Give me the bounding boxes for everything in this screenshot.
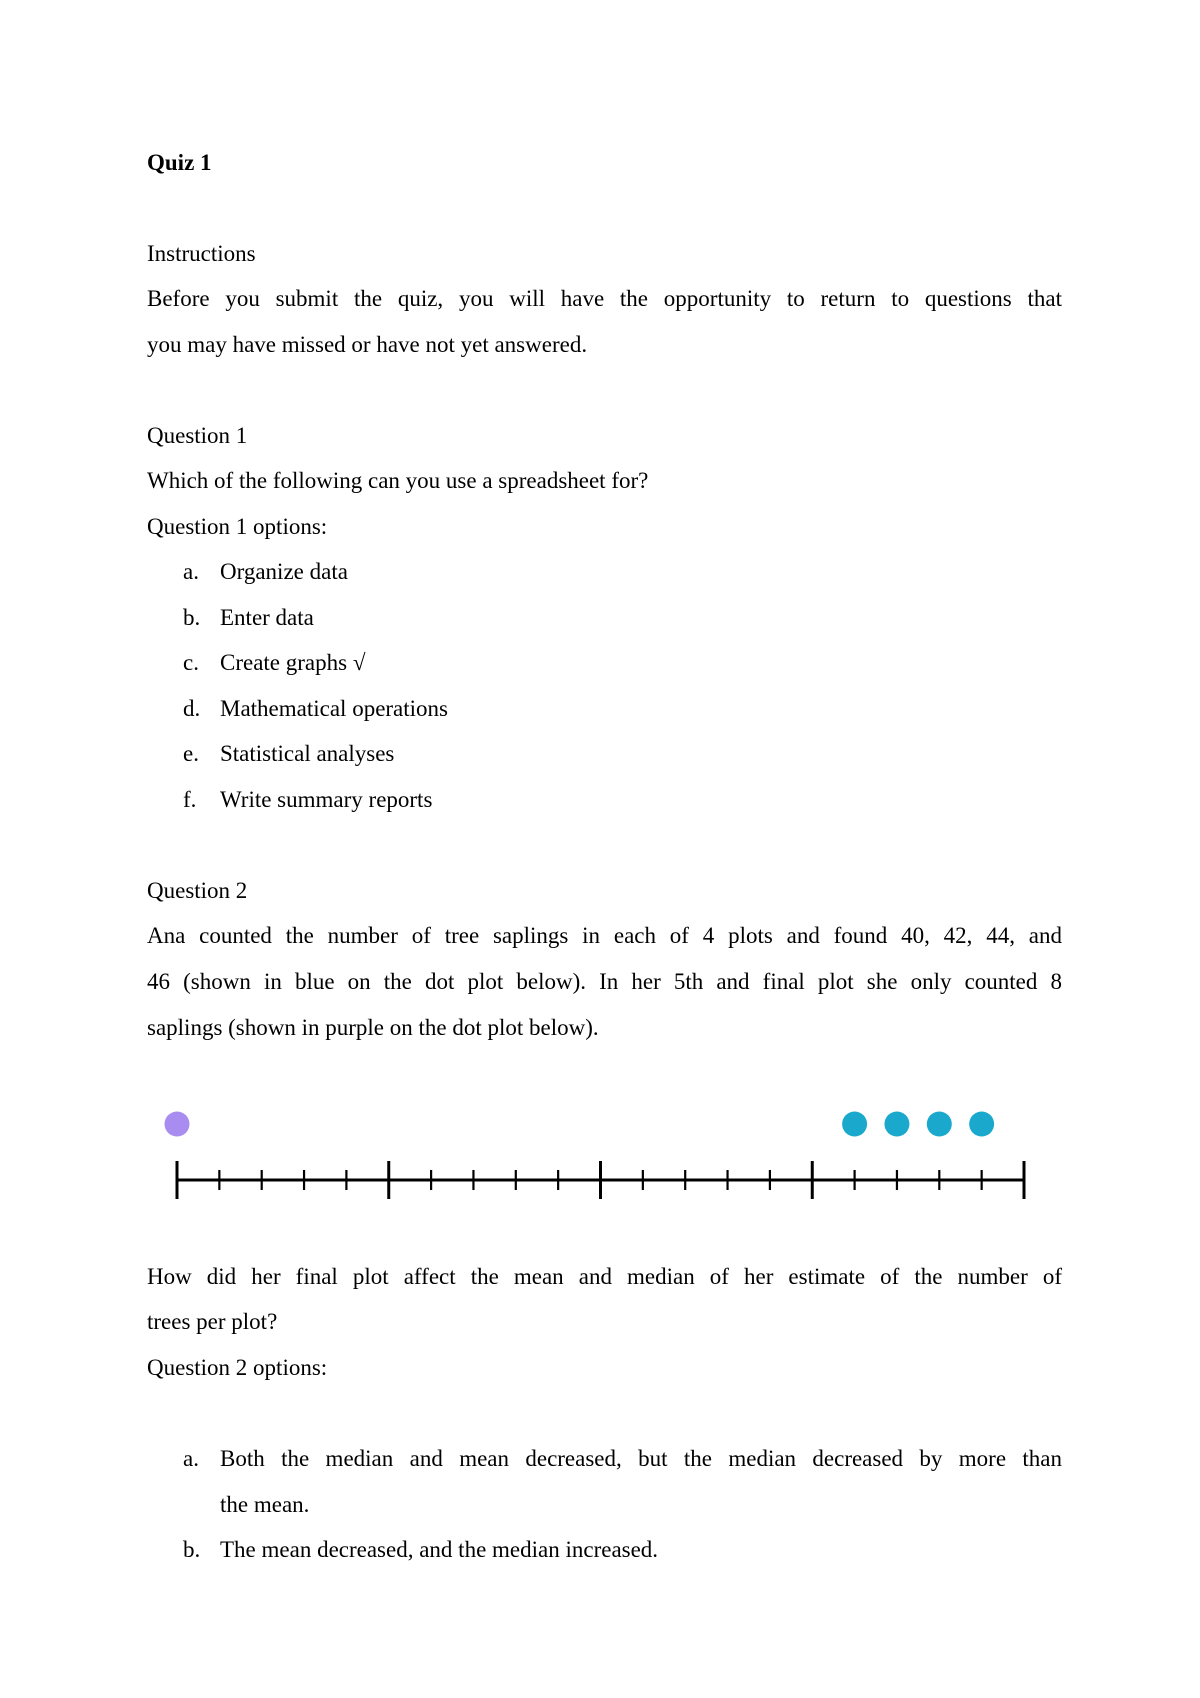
option-text: Enter data: [220, 605, 314, 630]
dot-plot-points: [165, 1112, 995, 1137]
data-point: [165, 1112, 190, 1137]
data-point: [884, 1112, 909, 1137]
option-text-line-2: the mean.: [220, 1492, 310, 1517]
option-letter: b.: [183, 1537, 201, 1562]
dot-plot-axis: [177, 1161, 1024, 1199]
instructions-line-1: Before you submit the quiz, you will have the opportunity to return to questions that: [147, 286, 1062, 311]
data-point: [969, 1112, 994, 1137]
question-2-heading: Question 2: [147, 878, 248, 903]
instructions-line-2: you may have missed or have not yet answered.: [147, 332, 588, 357]
data-point: [842, 1112, 867, 1137]
option-letter: e.: [183, 741, 199, 766]
option-letter: f.: [183, 787, 197, 812]
option-text-line-1: Both the median and mean decreased, but the median decreased by more than: [220, 1446, 1062, 1471]
option-letter: a.: [183, 559, 199, 584]
option-text: Mathematical operations: [220, 696, 449, 721]
question-2-paragraph-line-1: Ana counted the number of tree saplings in each of 4 plots and found 40, 42, 44, and: [147, 923, 1062, 948]
instructions-heading: Instructions: [147, 241, 256, 266]
quiz-title: Quiz 1: [147, 150, 212, 175]
option-text: The mean decreased, and the median increased.: [220, 1537, 659, 1562]
question-1-heading: Question 1: [147, 423, 248, 448]
question-1-prompt: Which of the following can you use a spreadsheet for?: [147, 468, 649, 493]
data-point: [927, 1112, 952, 1137]
option-text: Organize data: [220, 559, 348, 584]
option-letter: a.: [183, 1446, 199, 1471]
question-1-options-label: Question 1 options:: [147, 514, 328, 539]
option-letter: c.: [183, 650, 199, 675]
option-text: Create graphs √: [220, 650, 366, 675]
question-2-options-label: Question 2 options:: [147, 1355, 328, 1380]
question-2-prompt-line-2: trees per plot?: [147, 1309, 278, 1334]
option-letter: b.: [183, 605, 201, 630]
option-text: Statistical analyses: [220, 741, 395, 766]
option-letter: d.: [183, 696, 201, 721]
question-2-paragraph-line-2: 46 (shown in blue on the dot plot below). In her 5th and final plot she only counted 8: [147, 969, 1062, 994]
question-2-paragraph-line-3: saplings (shown in purple on the dot plot below).: [147, 1015, 599, 1040]
question-2-prompt-line-1: How did her final plot affect the mean and median of her estimate of the number of: [147, 1264, 1062, 1289]
option-text: Write summary reports: [220, 787, 433, 812]
